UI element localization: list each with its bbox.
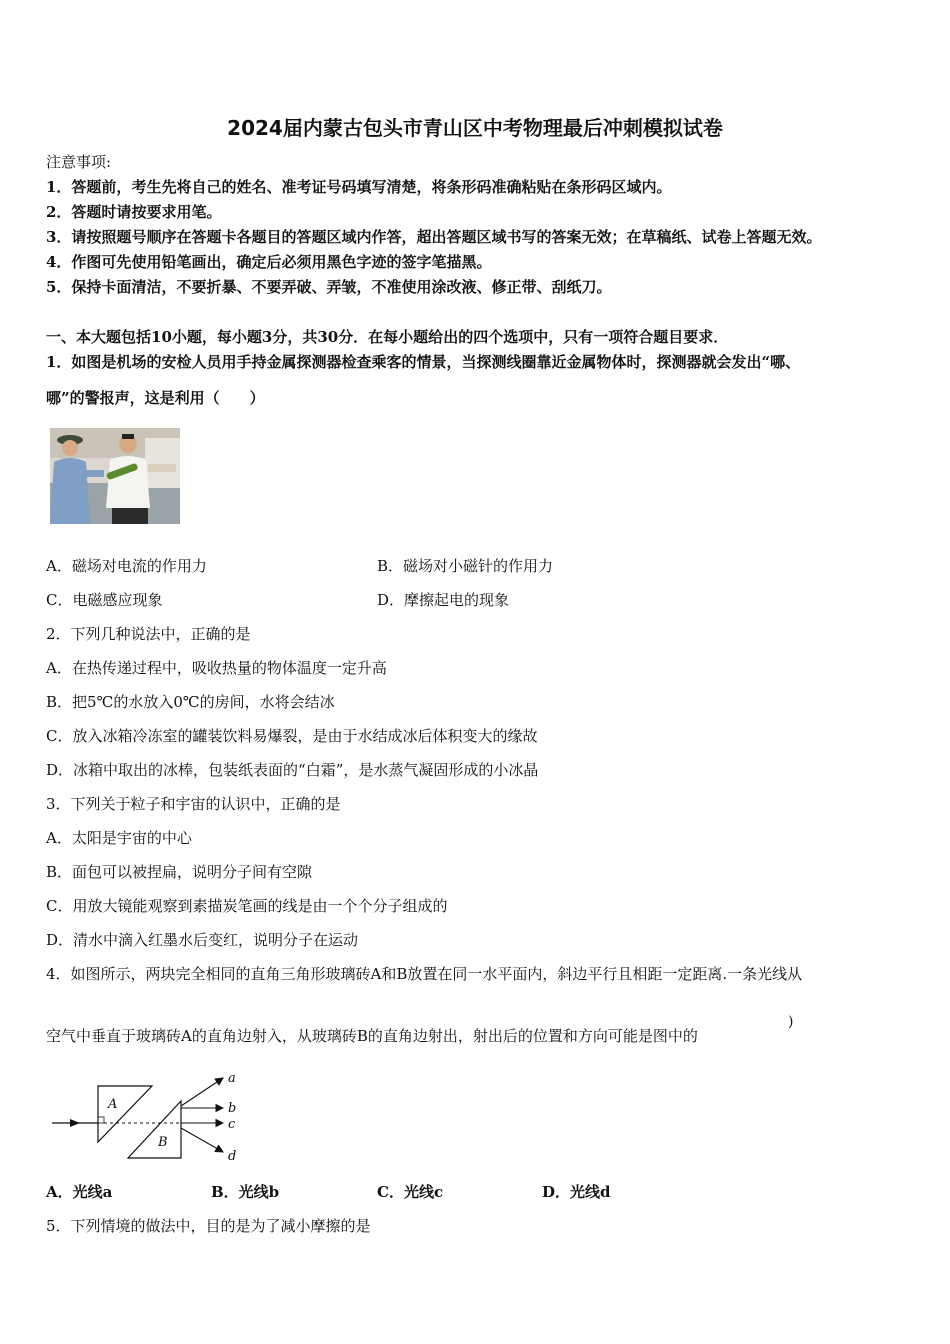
q1-option-b[interactable]: B．磁场对小磁针的作用力 [377,557,554,575]
page-title: 2024届内蒙古包头市青山区中考物理最后冲刺模拟试卷 [227,116,723,140]
q2-option-c[interactable]: C．放入冰箱冷冻室的罐装饮料易爆裂，是由于水结成冰后体积变大的缘故 [46,727,538,745]
q3-option-d[interactable]: D．清水中滴入红墨水后变红，说明分子在运动 [46,931,359,949]
question-2-stem: 2．下列几种说法中，正确的是 [46,625,251,643]
question-5-stem: 5．下列情境的做法中，目的是为了减小摩擦的是 [46,1217,371,1235]
note-item: 2．答题时请按要求用笔。 [46,203,222,221]
notes-heading: 注意事项: [46,153,112,171]
question-4-stem-cont: 空气中垂直于玻璃砖A的直角边射入，从玻璃砖B的直角边射出，射出后的位置和方向可能是图中的 [46,1027,698,1045]
q4-option-a[interactable]: A．光线a [46,1183,113,1201]
q3-option-b[interactable]: B．面包可以被捏扁，说明分子间有空隙 [46,863,313,881]
q1-option-a[interactable]: A．磁场对电流的作用力 [46,557,207,575]
note-item: 5．保持卡面清洁，不要折暴、不要弄破、弄皱，不准使用涂改液、修正带、刮纸刀。 [46,278,612,296]
ray-label-a: a [228,1071,236,1086]
prism-diagram [48,1068,248,1164]
question-1-stem: 1．如图是机场的安检人员用手持金属探测器检查乘客的情景，当探测线圈靠近金属物体时，探测器就会发出“哪、 [46,353,801,371]
ray-label-d: d [228,1149,237,1164]
question-3-stem: 3．下列关于粒子和宇宙的认识中，正确的是 [46,795,341,813]
prism-b-label: B [158,1135,168,1150]
answer-paren: ) [788,1014,794,1030]
section-heading: 一、本大题包括10小题，每小题3分，共30分．在每小题给出的四个选项中，只有一项符合题目要求． [46,328,729,346]
note-item: 3．请按照题号顺序在答题卡各题目的答题区域内作答，超出答题区域书写的答案无效；在草稿纸、试卷上答题无效。 [46,228,822,246]
q4-option-b[interactable]: B．光线b [211,1183,280,1201]
question-1-stem-cont: 哪”的警报声，这是利用（ ） [46,389,265,407]
note-item: 4．作图可先使用铅笔画出，确定后必须用黑色字迹的签字笔描黑。 [46,253,492,271]
q3-option-a[interactable]: A．太阳是宇宙的中心 [46,829,192,847]
q4-option-d[interactable]: D．光线d [542,1183,611,1201]
security-check-photo [50,428,180,524]
q3-option-c[interactable]: C．用放大镜能观察到素描炭笔画的线是由一个个分子组成的 [46,897,448,915]
note-item: 1．答题前，考生先将自己的姓名、准考证号码填写清楚，将条形码准确粘贴在条形码区域内。 [46,178,672,196]
ray-label-c: c [228,1117,236,1132]
q1-option-c[interactable]: C．电磁感应现象 [46,591,163,609]
question-4-stem: 4．如图所示，两块完全相同的直角三角形玻璃砖A和B放置在同一水平面内，斜边平行且相距一定距离.一条光线从 [46,965,803,983]
q2-option-d[interactable]: D．冰箱中取出的冰棒，包装纸表面的“白霜”，是水蒸气凝固形成的小冰晶 [46,761,539,779]
q1-option-d[interactable]: D．摩擦起电的现象 [377,591,510,609]
q4-option-c[interactable]: C．光线c [377,1183,444,1201]
q2-option-a[interactable]: A．在热传递过程中，吸收热量的物体温度一定升高 [46,659,387,677]
q2-option-b[interactable]: B．把5℃的水放入0℃的房间，水将会结冰 [46,693,335,711]
ray-label-b: b [228,1101,237,1116]
prism-a-label: A [108,1097,118,1112]
